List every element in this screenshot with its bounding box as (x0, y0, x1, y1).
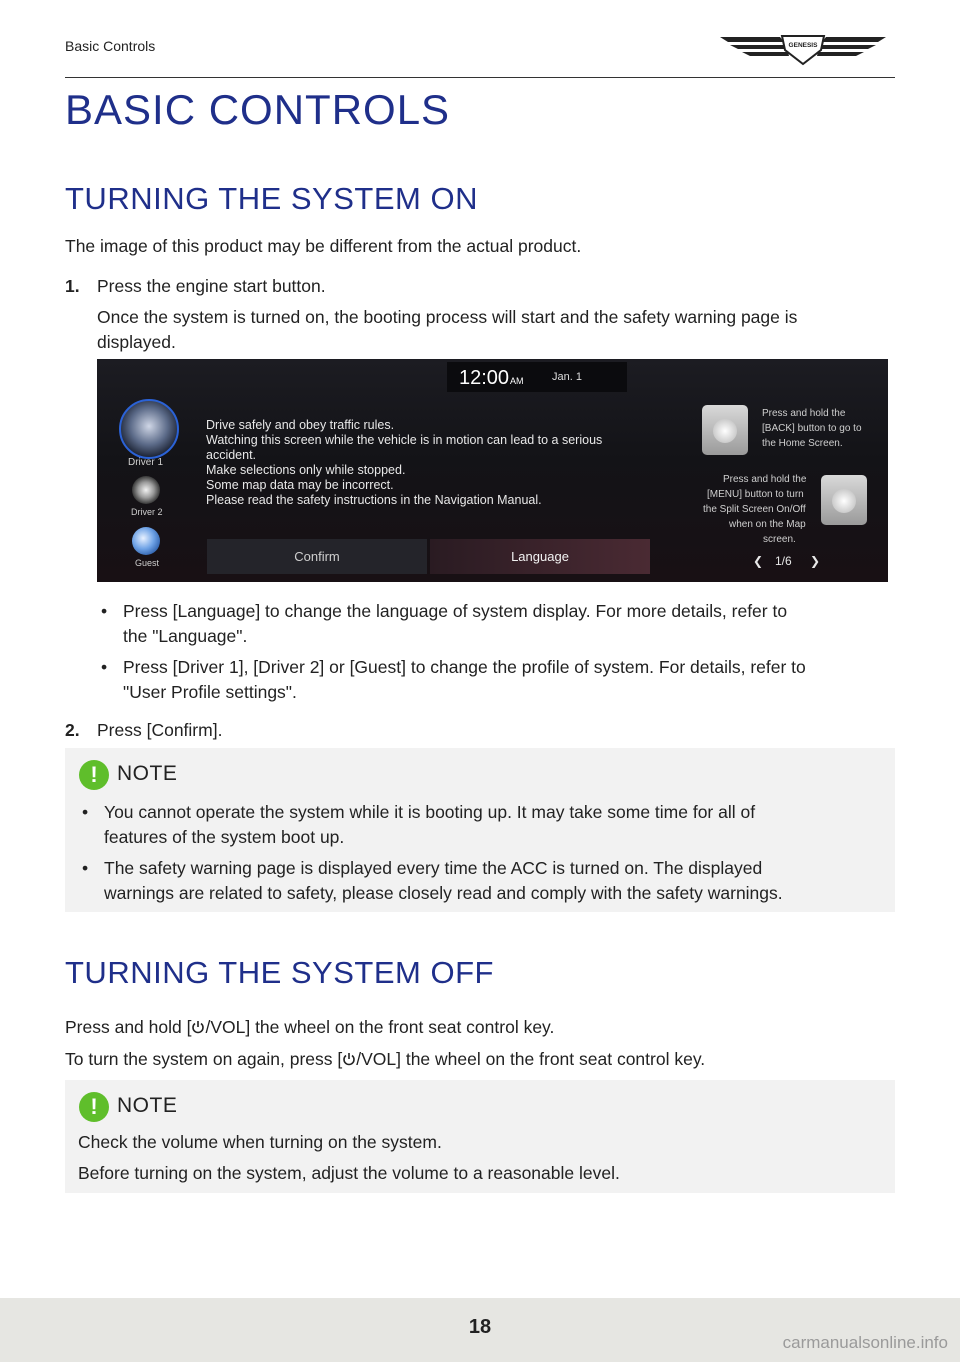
tip-menu-line-1: Press and hold the (723, 474, 807, 485)
intro-text: The image of this product may be different from the actual product. (65, 236, 582, 256)
power-icon (191, 1020, 205, 1035)
warning-line-5: Some map data may be incorrect. (206, 478, 394, 492)
note-box-volume (65, 1080, 895, 1193)
warning-line-1: Drive safely and obey traffic rules. (206, 418, 395, 432)
on-again-instruction (65, 1047, 705, 1072)
pager-next-icon[interactable]: ❯ (810, 554, 821, 568)
bullet-dot: • (101, 601, 108, 621)
section-heading-on: TURNING THE SYSTEM ON (65, 181, 478, 216)
step-1-detail-line1: Once the system is turned on, the booting process will start and the safety warning page is (97, 307, 798, 327)
menu-key-illustration (821, 475, 867, 525)
note-bullet-1 (82, 800, 756, 850)
note-bullet-2-line2: warnings are related to safety, please closely read and comply with the safety warnings. (104, 883, 783, 903)
tip-back-line-1: Press and hold the (762, 408, 846, 419)
genesis-logo (718, 28, 888, 68)
tip-menu-line-5: screen. (763, 534, 796, 545)
exclamation-icon: ! (79, 1092, 109, 1122)
bullet-language-line2: the "Language". (123, 626, 248, 646)
off-instruction-start: Press and hold [ (65, 1017, 192, 1037)
driver-2-avatar[interactable] (132, 476, 160, 504)
note-label: NOTE (117, 1094, 178, 1117)
watermark: carmanualsonline.info (782, 1333, 948, 1352)
step-1-number: 1. (65, 276, 80, 296)
warning-line-6: Please read the safety instructions in the Navigation Manual. (206, 493, 542, 507)
tip-menu-line-4: when on the Map (729, 519, 806, 530)
driver-1-avatar[interactable] (119, 399, 179, 459)
off-instruction (65, 1015, 554, 1040)
page-title: BASIC CONTROLS (65, 86, 451, 133)
back-key-illustration (702, 405, 748, 455)
note-bullet-2-line1: The safety warning page is displayed every time the ACC is turned on. The displayed (104, 858, 763, 878)
bullet-language (101, 599, 788, 649)
warning-line-4: Make selections only while stopped. (206, 463, 406, 477)
bullet-profile (101, 655, 806, 705)
safety-warning-screen (97, 359, 888, 582)
warning-line-2: Watching this screen while the vehicle is in motion can lead to a serious (206, 433, 603, 447)
screen-date: Jan. 1 (552, 371, 582, 383)
note-bullet-1-line2: features of the system boot up. (104, 827, 345, 847)
page-number: 18 (468, 1316, 492, 1338)
language-button[interactable]: Language (430, 539, 650, 574)
tip-back-line-3: the Home Screen. (762, 438, 843, 449)
note-bullet-1-line1: You cannot operate the system while it is booting up. It may take some time for all of (104, 802, 756, 822)
note-volume-line2: Before turning on the system, adjust the volume to a reasonable level. (78, 1163, 620, 1183)
guest-avatar[interactable] (132, 527, 160, 555)
step-2-text: Press [Confirm]. (97, 720, 223, 740)
screen-time: 12:00 (459, 367, 510, 389)
pager-count: 1/6 (775, 554, 792, 568)
note-box-booting (65, 748, 895, 912)
step-2-number: 2. (65, 720, 80, 740)
confirm-button[interactable]: Confirm (207, 539, 427, 574)
tip-menu-line-2: [MENU] button to turn (707, 489, 804, 500)
screen-ampm: AM (510, 376, 524, 386)
section-heading-off: TURNING THE SYSTEM OFF (65, 955, 494, 990)
tip-back-line-2: [BACK] button to go to (762, 423, 862, 434)
exclamation-icon: ! (79, 760, 109, 790)
note-volume-line1: Check the volume when turning on the system. (78, 1132, 442, 1152)
on-again-start: To turn the system on again, press [ (65, 1049, 343, 1069)
bullet-dot: • (82, 802, 89, 822)
header-rule (65, 77, 895, 78)
guest-label: Guest (135, 558, 160, 568)
running-header: Basic Controls (65, 38, 156, 54)
off-instruction-end: /VOL] the wheel on the front seat control key. (205, 1017, 555, 1037)
power-icon (342, 1052, 356, 1067)
note-bullet-2 (82, 856, 783, 906)
tip-menu-line-3: the Split Screen On/Off (703, 504, 806, 515)
bullet-dot: • (82, 858, 89, 878)
note-label: NOTE (117, 762, 178, 785)
driver-1-label: Driver 1 (128, 457, 164, 468)
bullet-language-line1: Press [Language] to change the language of system display. For more details, refer to (123, 601, 788, 621)
bullet-dot: • (101, 657, 108, 677)
driver-2-label: Driver 2 (131, 507, 163, 517)
step-1-text: Press the engine start button. (97, 276, 326, 296)
step-1-detail-line2: displayed. (97, 332, 176, 352)
pager-prev-icon[interactable]: ❮ (753, 554, 764, 568)
bullet-profile-line2: "User Profile settings". (123, 682, 297, 702)
warning-line-3: accident. (206, 448, 257, 462)
on-again-end: /VOL] the wheel on the front seat control key. (356, 1049, 706, 1069)
bullet-profile-line1: Press [Driver 1], [Driver 2] or [Guest] to change the profile of system. For details, refer to (123, 657, 806, 677)
logo-wordmark: GENESIS (788, 42, 818, 49)
